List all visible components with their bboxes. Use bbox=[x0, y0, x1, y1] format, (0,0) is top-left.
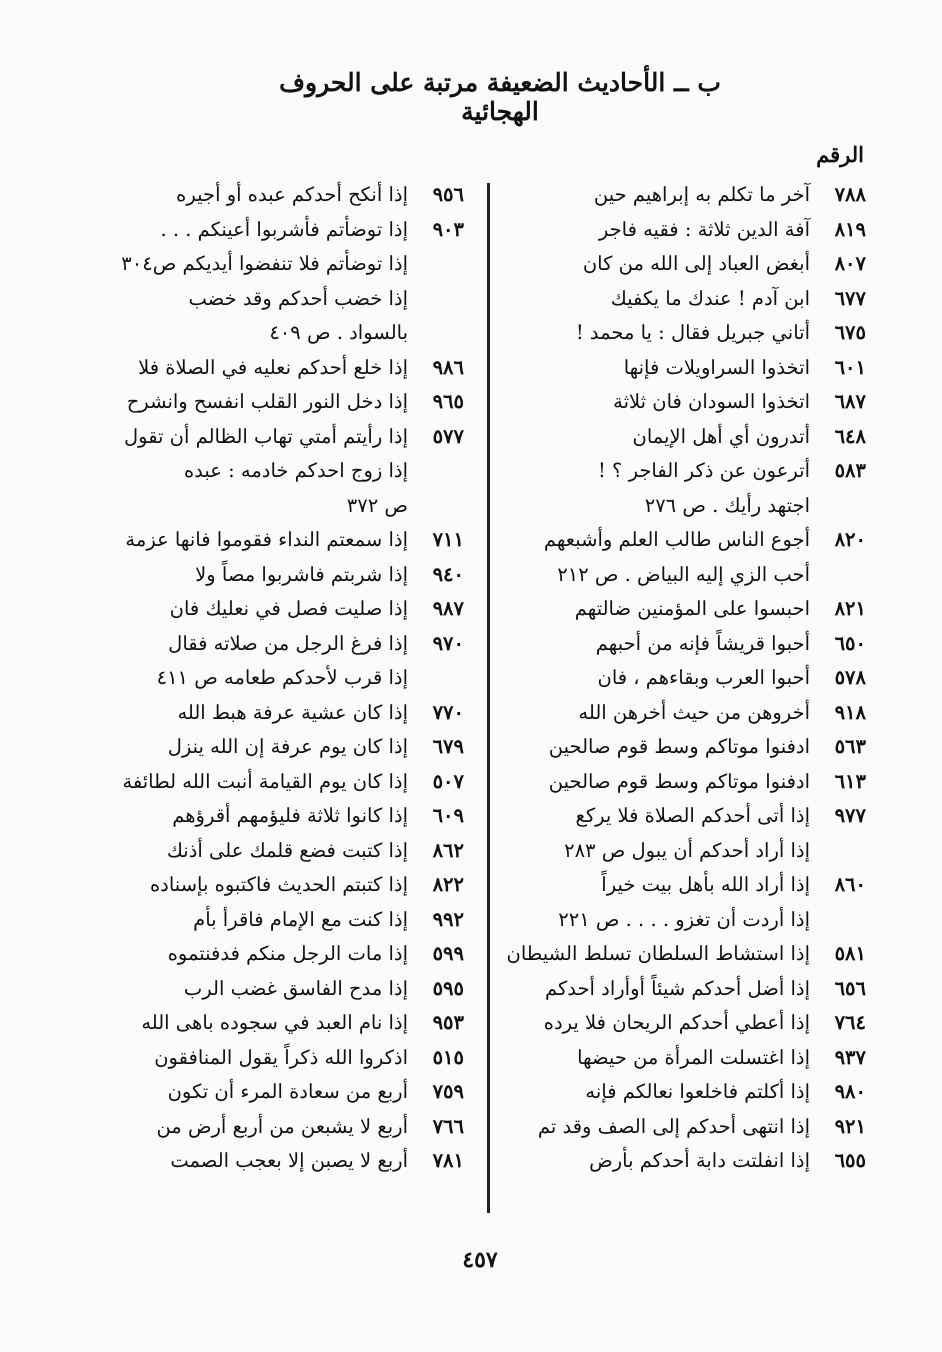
index-entry bbox=[476, 592, 866, 627]
entry-text: إذا أراد الله بأهل بيت خيراً bbox=[601, 873, 810, 896]
entry-number: ٨٦٢ bbox=[432, 838, 464, 862]
entry-number: ٩١٨ bbox=[834, 700, 866, 724]
entry-number: ٦١٣ bbox=[834, 769, 866, 793]
entry-number: ٦٧٧ bbox=[834, 286, 866, 310]
entry-text: إذا اغتسلت المرأة من حيضها bbox=[577, 1045, 810, 1069]
index-entry bbox=[476, 351, 866, 386]
entry-text: إذا أردت أن تغزو . . . . ص ٢٢١ bbox=[558, 907, 810, 931]
entry-text: أحبوا قريشاً فإنه من أحبهم bbox=[595, 631, 810, 655]
entry-text: إذا كنت مع الإمام فاقرأ بأم bbox=[193, 907, 408, 931]
entry-number: ٩٨٦ bbox=[432, 355, 464, 379]
entry-text: أجوع الناس طالب العلم وأشبعهم bbox=[543, 528, 810, 551]
entry-number: ٩٣٧ bbox=[834, 1045, 866, 1069]
index-entry bbox=[64, 420, 464, 455]
entry-text: إذا نام العبد في سجوده باهى الله bbox=[141, 1011, 408, 1034]
index-entry bbox=[476, 558, 866, 593]
entry-number: ٧٦٤ bbox=[834, 1011, 866, 1034]
index-entry bbox=[64, 903, 464, 938]
entry-number: ٨٦٠ bbox=[834, 873, 866, 896]
entry-number: ٦٠١ bbox=[834, 355, 866, 379]
entry-text: إذا فرغ الرجل من صلاته فقال bbox=[168, 631, 408, 655]
entry-text: إذا قرب لأحدكم طعامه ص ٤١١ bbox=[156, 666, 408, 689]
entry-text: إذا توضأتم فأشربوا أعينكم . . . bbox=[160, 217, 408, 241]
entry-text: أترعون عن ذكر الفاجر ؟ ! bbox=[598, 459, 810, 482]
entry-text: اتخذوا السراويلات فإنها bbox=[623, 355, 810, 379]
index-entry bbox=[476, 661, 866, 696]
entry-text: إذا أعطي أحدكم الريحان فلا يرده bbox=[543, 1011, 810, 1034]
entry-text: إذا رأيتم أمتي تهاب الظالم أن تقول bbox=[123, 424, 408, 448]
index-entry bbox=[64, 937, 464, 972]
index-entry bbox=[476, 1041, 866, 1076]
index-entry bbox=[476, 730, 866, 765]
index-entry bbox=[64, 247, 464, 282]
entry-text: إذا كان عشية عرفة هبط الله bbox=[177, 700, 408, 724]
entry-number: ٥٨٣ bbox=[834, 459, 866, 482]
entry-number: ٦٧٩ bbox=[432, 735, 464, 758]
entry-text: ادفنوا موتاكم وسط قوم صالحين bbox=[548, 735, 810, 758]
index-entry bbox=[476, 972, 866, 1007]
page-number: ٤٥٧ bbox=[462, 1247, 498, 1273]
entry-number: ٦٠٩ bbox=[432, 804, 464, 827]
entry-number: ٥٠٧ bbox=[432, 769, 464, 793]
entry-number: ٨٢١ bbox=[834, 597, 866, 620]
entry-text: إذا أضل أحدكم شيئاً أوأراد أحدكم bbox=[544, 976, 810, 1000]
entry-text: أتاني جبريل فقال : يا محمد ! bbox=[575, 321, 810, 344]
entry-number: ٧٧٠ bbox=[432, 700, 464, 724]
index-entry bbox=[64, 489, 464, 524]
index-entry bbox=[476, 420, 866, 455]
entry-text: إذا كتبت فضع قلمك على أذنك bbox=[166, 838, 408, 862]
entry-text: اذكروا الله ذكراً يقول المنافقون bbox=[154, 1045, 408, 1069]
index-entry bbox=[64, 730, 464, 765]
index-entry bbox=[476, 316, 866, 351]
index-entry bbox=[64, 834, 464, 869]
entry-number: ٧٥٩ bbox=[432, 1080, 464, 1103]
entry-text: أحب الزي إليه البياض . ص ٢١٢ bbox=[557, 562, 810, 586]
entry-number: ٩٥٣ bbox=[432, 1011, 464, 1034]
entry-text: إذا استشاط السلطان تسلط الشيطان bbox=[506, 942, 810, 965]
index-entry bbox=[64, 558, 464, 593]
entry-text: أربع لا يصبن إلا بعجب الصمت bbox=[170, 1149, 408, 1172]
entry-text: إذا دخل النور القلب انفسح وانشرح bbox=[126, 390, 408, 413]
index-entry bbox=[476, 1006, 866, 1041]
entry-number: ٥١٥ bbox=[432, 1045, 464, 1069]
index-entry bbox=[476, 523, 866, 558]
index-entry bbox=[64, 282, 464, 317]
entry-number: ٦٥٦ bbox=[834, 976, 866, 1000]
entry-number: ٧٨١ bbox=[432, 1149, 464, 1172]
entry-number: ٩٠٣ bbox=[432, 217, 464, 241]
entry-number: ٩٦٥ bbox=[432, 390, 464, 413]
left-index-column bbox=[64, 178, 464, 1179]
index-entry bbox=[476, 213, 866, 248]
entry-text: إذا مات الرجل منكم فدفنتموه bbox=[167, 942, 408, 965]
index-entry bbox=[476, 1110, 866, 1145]
entry-number: ٦٧٥ bbox=[834, 321, 866, 344]
index-entry bbox=[476, 489, 866, 524]
index-entry bbox=[476, 799, 866, 834]
page-header-title: ب ــ الأحاديث الضعيفة مرتبة على الحروف الهجائية bbox=[279, 68, 721, 126]
entry-number: ٧٦٦ bbox=[432, 1114, 464, 1138]
entry-number: ٩٥٦ bbox=[432, 183, 464, 206]
entry-text: أحبوا العرب وبقاءهم ، فان bbox=[597, 666, 810, 689]
entry-text: إذا شربتم فاشربوا مصاً ولا bbox=[195, 562, 408, 586]
entry-number: ٥٨١ bbox=[834, 942, 866, 965]
index-entry bbox=[476, 282, 866, 317]
entry-number: ٩٤٠ bbox=[432, 562, 464, 586]
entry-number: ٧٨٨ bbox=[834, 183, 866, 206]
index-entry bbox=[476, 765, 866, 800]
entry-number: ٩٩٢ bbox=[432, 907, 464, 931]
entry-number: ٧١١ bbox=[432, 528, 464, 551]
entry-text: إذا خلع أحدكم نعليه في الصلاة فلا bbox=[138, 355, 408, 379]
entry-text: آفة الدين ثلاثة : فقيه فاجر bbox=[598, 217, 810, 241]
entry-text: إذا انتهى أحدكم إلى الصف وقد تم bbox=[537, 1114, 810, 1138]
index-entry bbox=[476, 1144, 866, 1179]
entry-text: إذا أنكح أحدكم عبده أو أجيره bbox=[176, 183, 408, 206]
entry-text: أربع لا يشبعن من أربع أرض من bbox=[156, 1114, 408, 1138]
index-entry bbox=[64, 213, 464, 248]
entry-text: اجتهد رأيك . ص ٢٧٦ bbox=[644, 493, 810, 517]
entry-text: إذا كان يوم القيامة أنبت الله لطائفة bbox=[122, 769, 408, 793]
entry-number: ٩٨٠ bbox=[834, 1080, 866, 1103]
entry-number: ٦٨٧ bbox=[834, 390, 866, 413]
entry-text: ص ٣٧٢ bbox=[346, 493, 408, 517]
entry-text: إذا مدح الفاسق غضب الرب bbox=[183, 976, 408, 1000]
entry-text: إذا كتبتم الحديث فاكتبوه بإسناده bbox=[149, 873, 408, 896]
entry-number: ٨١٩ bbox=[834, 217, 866, 241]
index-entry bbox=[64, 799, 464, 834]
entry-number: ٥٧٧ bbox=[432, 424, 464, 448]
entry-text: إذا أراد أحدكم أن يبول ص ٢٨٣ bbox=[564, 838, 810, 862]
index-entry bbox=[64, 627, 464, 662]
index-entry bbox=[64, 351, 464, 386]
entry-number: ٨٢٠ bbox=[834, 528, 866, 551]
entry-text: إذا انفلتت دابة أحدكم بأرض bbox=[589, 1149, 810, 1172]
entry-text: ادفنوا موتاكم وسط قوم صالحين bbox=[548, 769, 810, 793]
index-entry bbox=[64, 1006, 464, 1041]
index-entry bbox=[476, 937, 866, 972]
index-entry bbox=[64, 385, 464, 420]
index-entry bbox=[64, 1041, 464, 1076]
index-entry bbox=[64, 1110, 464, 1145]
index-entry bbox=[476, 1075, 866, 1110]
entry-number: ٥٩٩ bbox=[432, 942, 464, 965]
index-entry bbox=[64, 592, 464, 627]
entry-text: إذا توضأتم فلا تنفضوا أيديكم ص٣٠٤ bbox=[121, 252, 408, 275]
index-entry bbox=[64, 661, 464, 696]
entry-text: ابن آدم ! عندك ما يكفيك bbox=[610, 286, 810, 310]
index-entry bbox=[64, 523, 464, 558]
entry-text: اتخذوا السودان فان ثلاثة bbox=[613, 390, 810, 413]
entry-number: ٥٩٥ bbox=[432, 976, 464, 1000]
entry-text: إذا كان يوم عرفة إن الله ينزل bbox=[167, 735, 408, 758]
entry-number: ٦٥٥ bbox=[834, 1149, 866, 1172]
entry-text: إذا كانوا ثلاثة فليؤمهم أقرؤهم bbox=[172, 804, 408, 827]
right-index-column bbox=[476, 178, 866, 1179]
entry-text: إذا أتى أحدكم الصلاة فلا يركع bbox=[575, 804, 810, 827]
index-entry bbox=[476, 247, 866, 282]
entry-text: أخروهن من حيث أخرهن الله bbox=[578, 700, 810, 724]
index-entry bbox=[64, 765, 464, 800]
entry-number: ٩٧٠ bbox=[432, 631, 464, 655]
entry-number: ٩٧٧ bbox=[834, 804, 866, 827]
entry-number: ٩٨٧ bbox=[432, 597, 464, 620]
entry-text: أتدرون أي أهل الإيمان bbox=[632, 424, 810, 448]
index-entry bbox=[476, 868, 866, 903]
entry-text: آخر ما تكلم به إبراهيم حين bbox=[593, 183, 810, 206]
index-entry bbox=[476, 454, 866, 489]
entry-text: بالسواد . ص ٤٠٩ bbox=[269, 321, 408, 344]
entry-number: ٥٧٨ bbox=[834, 666, 866, 689]
index-entry bbox=[64, 316, 464, 351]
entry-number: ٨٠٧ bbox=[834, 252, 866, 275]
index-entry bbox=[476, 178, 866, 213]
number-column-label: الرقم bbox=[816, 142, 864, 167]
index-entry bbox=[64, 972, 464, 1007]
column-divider bbox=[487, 183, 490, 1213]
entry-number: ٦٤٨ bbox=[834, 424, 866, 448]
index-entry bbox=[476, 627, 866, 662]
entry-text: إذا أكلتم فاخلعوا نعالكم فإنه bbox=[585, 1080, 810, 1103]
index-entry bbox=[64, 868, 464, 903]
entry-number: ٨٢٢ bbox=[432, 873, 464, 896]
index-entry bbox=[476, 385, 866, 420]
entry-text: إذا صليت فصل في نعليك فان bbox=[169, 597, 408, 620]
index-entry bbox=[64, 696, 464, 731]
index-entry bbox=[64, 1075, 464, 1110]
index-entry bbox=[476, 834, 866, 869]
entry-number: ٩٢١ bbox=[834, 1114, 866, 1138]
index-entry bbox=[476, 696, 866, 731]
index-entry bbox=[64, 178, 464, 213]
entry-text: إذا سمعتم النداء فقوموا فانها عزمة bbox=[125, 528, 408, 551]
entry-text: إذا خضب أحدكم وقد خضب bbox=[188, 286, 408, 310]
index-entry bbox=[476, 903, 866, 938]
entry-text: إذا زوج احدكم خادمه : عبده bbox=[183, 459, 408, 482]
entry-text: احبسوا على المؤمنين ضالتهم bbox=[574, 597, 810, 620]
entry-text: أبغض العباد إلى الله من كان bbox=[582, 252, 810, 275]
entry-text: أربع من سعادة المرء أن تكون bbox=[167, 1080, 408, 1103]
entry-number: ٦٥٠ bbox=[834, 631, 866, 655]
entry-number: ٥٦٣ bbox=[834, 735, 866, 758]
index-entry bbox=[64, 1144, 464, 1179]
index-entry bbox=[64, 454, 464, 489]
